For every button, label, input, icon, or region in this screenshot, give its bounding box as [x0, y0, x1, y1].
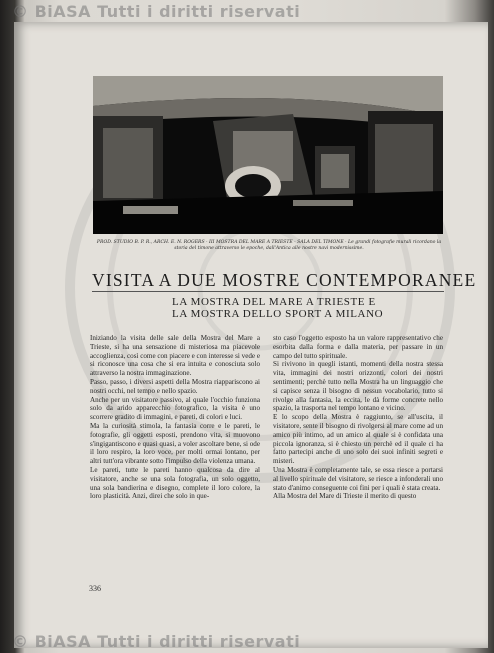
paragraph: Le pareti, tutte le pareti hanno qualcosa da dire al visitatore, anche se una sola fotografia, un solo oggetto, una sola bandierina e disegno, complete il loro colore, la loro plasticità. Anzi, direi che solo in que-	[90, 465, 260, 501]
paragraph: Ma la curiosità stimola, la fantasia corre e le pareti, le fotografie, gli oggetti esposti, prendono vita, si muovono s'ingigantiscono e quasi quasi, a voler ascoltare bene, si ode il loro respiro, la loro voce, per molti ormai lontano, per altri tutt'ora vibrante sotto l'impulso della violenza umana.	[90, 421, 260, 466]
article-subtitle-line-1: LA MOSTRA DEL MARE A TRIESTE E	[172, 296, 376, 308]
text-column-right	[273, 334, 443, 501]
paragraph: Alla Mostra del Mare di Trieste il merito di questo	[273, 492, 417, 501]
article-subtitle-line-2: LA MOSTRA DELLO SPORT A MILANO	[172, 308, 384, 320]
paragraph: Una Mostra è completamente tale, se essa riesce a portarsi al livello spirituale del visitatore, se riesce a infonderali uno stato d'animo conseguente coi fini per i quali è stata creata.	[273, 465, 443, 492]
copyright-watermark-top: © BiASA Tutti i diritti riservati	[12, 2, 301, 21]
paragraph: sto caso l'oggetto esposto ha un valore rappresentativo che esorbita dalla forma e dalla materia, per passare in un campo del tutto spirituale.	[273, 334, 443, 360]
paragraph: Si rivivono in quegli istanti, momenti della nostra stessa vita, immagini dei nostri orizzonti, colori dei nostri sentimenti; perchè tutto nella Mostra ha un linguaggio che si capisce senza il bisogno di nessun vocabolario, tutto si rivolge alla fantasia, la eccita, le dà forme concrete nello spazio, la trasporta nel tempo lontano e vicino.	[273, 360, 443, 413]
paragraph: E lo scopo della Mostra è raggiunto, se all'uscita, il visitatore, sente il bisogno di rivolgersi al mare come ad un amico più intimo, ad un amico al quale si è confidata una piccola ignoranza, si è chiesto un perchè ed il quale ci ha fatto partecipi anche di uno solo dei suoi infiniti segreti e misteri.	[273, 413, 443, 466]
article-title: VISITA A DUE MOSTRE CONTEMPORANEE	[92, 270, 477, 290]
page-number: 336	[89, 584, 101, 593]
copyright-watermark-bottom: © BiASA Tutti i diritti riservati	[12, 632, 301, 651]
paragraph: Anche per un visitatore passivo, al quale l'occhio funziona solo da arido apparecchio fotografico, la visita è uno scorrere gradito di immagini, e pareti, di colori e luci.	[90, 395, 260, 422]
paragraph: Passo, passo, i diversi aspetti della Mostra riappariscono ai nostri occhi, nel tempo e nello spazio.	[90, 377, 260, 395]
paragraph: Iniziando la visita delle sale della Mostra del Mare a Trieste, si ha una sensazione di misteriosa ma piacevole accoglienza, così come con piacere e con interesse si vede e si riconosce una cosa che si era intuita e conosciuta solo attraverso la nostra immaginazione.	[90, 334, 260, 378]
photo-caption: PROD. STUDIO B. P. R., ARCH. E. N. ROGERS · III MOSTRA DEL MARE A TRIESTE · SALA DEL TIMONE · Le grandi fotografie murali ricordano la storia del timone attraverso le epoche, dall'Antica alle nostre navi modernissime.	[96, 240, 442, 251]
text-column-left	[90, 334, 260, 501]
title-divider	[92, 291, 444, 292]
exhibition-photo	[93, 76, 443, 234]
